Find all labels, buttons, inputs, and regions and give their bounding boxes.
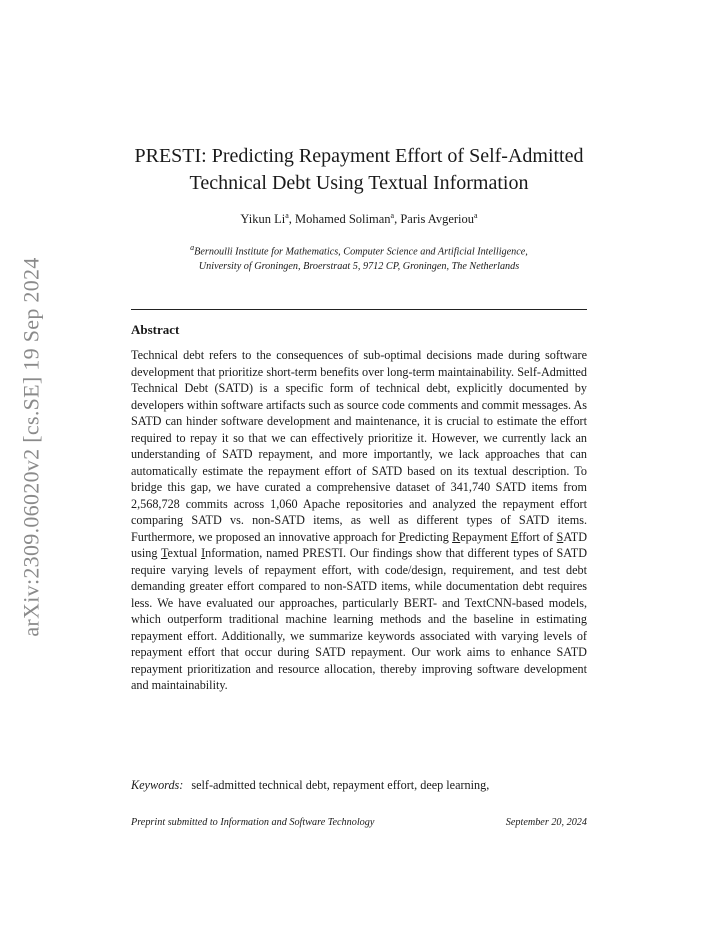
preprint-date: September 20, 2024 xyxy=(505,817,587,828)
acronym-word-rest: epayment xyxy=(460,529,508,544)
author-name: Paris Avgeriou xyxy=(400,212,475,227)
acronym-word-rest: ffort of xyxy=(518,529,557,544)
author-name: Mohamed Soliman xyxy=(295,212,391,227)
preprint-note: Preprint submitted to Information and Software Technology xyxy=(131,817,375,828)
keywords-text: self-admitted technical debt, repayment effort, deep learning, xyxy=(191,778,490,792)
paper-title: PRESTI: Predicting Repayment Effort of Self-Admitted Technical Debt Using Textual Information xyxy=(134,145,584,194)
abstract-text-part-1: Technical debt refers to the consequences of sub-optimal decisions made during software development that prioritize short-term benefits over long-term maintainability. Self-Admitted Technical Debt (SATD) is a specific form of technical debt, explicitly documented by developers within software artifacts such as source code comments and commit messages. As SATD can hinder software development and maintenance, it is crucial to estimate the effort required to repay it so that we can effectively prioritize it. However, we currently lack an understanding of SATD repayment, and more importantly, we lack approaches that can automatically estimate the repayment effort of SATD based on its textual description. To bridge this gap, we have curated a comprehensive dataset of 341,740 SATD items from 2,568,728 commits across 1,060 Apache repositories and analyzed the repayment effort comparing SATD vs. non-SATD items, as well as different types of SATD items. Furthermore, we proposed an innovative approach for xyxy=(131,348,587,544)
affiliation xyxy=(120,240,598,274)
section-divider xyxy=(131,309,587,310)
author-affiliation-mark: a xyxy=(474,211,478,220)
keywords-line xyxy=(131,778,587,793)
acronym-word-rest: extual xyxy=(167,546,202,560)
acronym-letter: P xyxy=(398,529,406,544)
acronym-word-rest: ATD using xyxy=(131,529,588,560)
author-affiliation-mark: a xyxy=(285,211,289,220)
abstract-heading: Abstract xyxy=(131,322,180,337)
abstract-text-part-2: , named PRESTI. Our findings show that different types of SATD require varying levels of repayment effort, with code/design, requirement, and test debt demanding greater effort compared to non-SATD items, while documentation debt requires less. We have evaluated our approaches, particularly BERT- and TextCNN-based models, which outperform traditional machine learning methods and the baseline in estimating repayment effort. Additionally, we summarize keywords associated with varying levels of repayment effort that occur during SATD repayment. Our work aims to enhance SATD repayment prioritization and resource allocation, thereby improving software development and maintainability. xyxy=(131,546,587,692)
arxiv-side-stamp xyxy=(10,252,54,642)
keywords-label: Keywords: xyxy=(131,778,184,792)
author-affiliation-mark: a xyxy=(390,211,395,220)
affiliation-line-2: University of Groningen, Broerstraat 5, 9712 CP, Groningen, The Netherlands xyxy=(198,261,520,273)
acronym-letter: T xyxy=(160,546,168,560)
author-name: Yikun Li xyxy=(240,212,286,227)
acronym-letter: I xyxy=(201,546,206,560)
acronym-word-rest: nformation xyxy=(205,546,260,560)
affiliation-mark: a xyxy=(190,243,195,252)
acronym-letter: S xyxy=(556,529,564,544)
acronym-word-rest: redicting xyxy=(405,529,453,544)
author-list: Yikun Li$^a$, Mohamed Soliman$^a$, Paris Avgeriou$^a$ xyxy=(240,211,478,227)
arxiv-identifier: arXiv:2309.06020v2 [cs.SE] 19 Sep 2024 xyxy=(19,257,45,637)
abstract-body xyxy=(131,347,587,694)
acronym-letter: R xyxy=(452,529,461,544)
affiliation-line-1: Bernoulli Institute for Mathematics, Computer Science and Artificial Intelligence, xyxy=(194,246,528,258)
acronym-letter: E xyxy=(510,529,519,544)
